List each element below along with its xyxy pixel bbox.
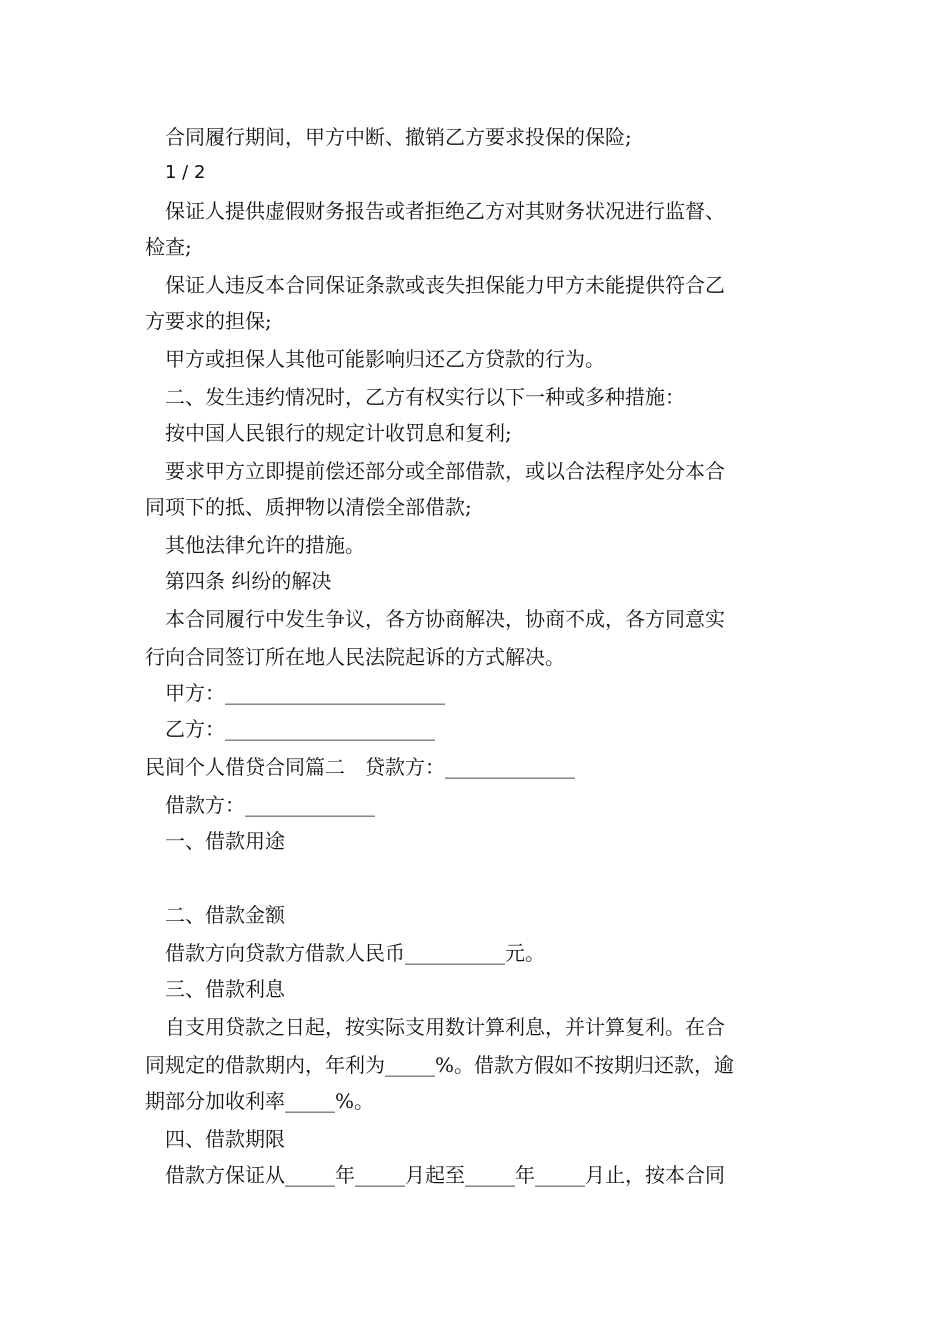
- text-line: 方要求的担保;: [145, 309, 272, 333]
- borrower-line: 借款方：_____________: [145, 793, 375, 817]
- text-line: 保证人提供虚假财务报告或者拒绝乙方对其财务状况进行监督、: [145, 199, 725, 223]
- party-b-signature-line: 乙方：_____________________: [145, 717, 435, 741]
- text-line: 甲方或担保人其他可能影响归还乙方贷款的行为。: [145, 347, 605, 371]
- page-number: 1 / 2: [165, 162, 206, 183]
- text-line: 同项下的抵、质押物以清偿全部借款;: [145, 495, 472, 519]
- section-heading: 一、借款用途: [145, 829, 285, 853]
- text-line: 二、发生违约情况时，乙方有权实行以下一种或多种措施：: [145, 385, 685, 409]
- text-line: 本合同履行中发生争议，各方协商解决，协商不成，各方同意实: [145, 607, 725, 631]
- text-line: 要求甲方立即提前偿还部分或全部借款，或以合法程序处分本合: [145, 459, 725, 483]
- text-line: 合同履行期间，甲方中断、撤销乙方要求投保的保险;: [145, 125, 632, 149]
- section-heading: 二、借款金额: [145, 903, 285, 927]
- section-heading: 四、借款期限: [145, 1127, 285, 1151]
- contract-two-title: 民间个人借贷合同篇二 贷款方：_____________: [145, 755, 575, 779]
- text-line: 借款方保证从_____年_____月起至_____年_____月止，按本合同: [145, 1163, 725, 1187]
- text-line: 检查;: [145, 235, 192, 259]
- text-line: 行向合同签订所在地人民法院起诉的方式解决。: [145, 645, 565, 669]
- section-heading: 三、借款利息: [145, 977, 285, 1001]
- text-line: 同规定的借款期内，年利为_____%。借款方假如不按期归还款，逾: [145, 1053, 735, 1077]
- text-line: 期部分加收利率_____%。: [145, 1089, 375, 1113]
- party-a-signature-line: 甲方：______________________: [145, 681, 445, 705]
- text-line: 按中国人民银行的规定计收罚息和复利;: [145, 421, 512, 445]
- section-heading: 第四条 纠纷的解决: [145, 569, 332, 593]
- text-line: 自支用贷款之日起，按实际支用数计算利息，并计算复利。在合: [145, 1015, 725, 1039]
- text-line: 其他法律允许的措施。: [145, 533, 365, 557]
- text-line: 保证人违反本合同保证条款或丧失担保能力甲方未能提供符合乙: [145, 273, 725, 297]
- text-line: 借款方向贷款方借款人民币__________元。: [145, 941, 545, 965]
